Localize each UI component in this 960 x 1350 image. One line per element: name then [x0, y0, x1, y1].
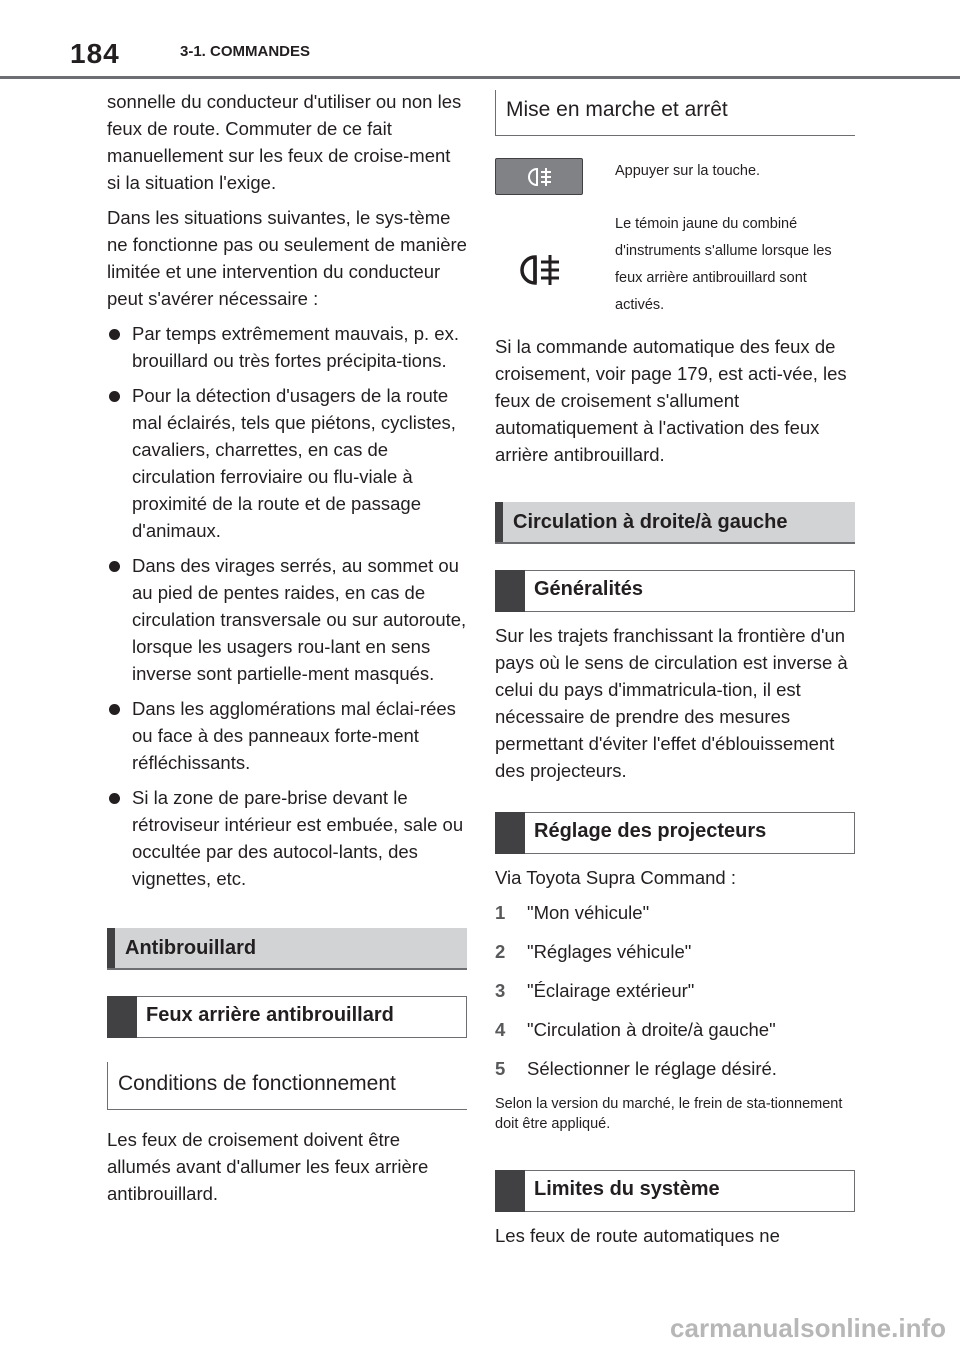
market-note: Selon la version du marché, le frein de sta-tionnement doit être appliqué.	[495, 1096, 843, 1132]
auto-paragraph: Si la commande automatique des feux de croisement, voir page 179, est acti-vée, les feux de croisement s'allument automatiquement à l'activation des feux arrière antibrouillard.	[495, 336, 847, 465]
bullet-icon	[109, 561, 120, 572]
indicator-row	[495, 211, 855, 319]
rear-fog-light-icon	[524, 166, 554, 188]
rear-fog-indicator	[495, 241, 583, 301]
list-item: 2 "Réglages véhicule"	[495, 941, 692, 962]
list-item: 4 "Circulation à droite/à gauche"	[495, 1019, 776, 1040]
list-item: 3 "Éclairage extérieur"	[495, 980, 695, 1001]
indicator-description: Le témoin jaune du combiné d'instruments s'allume lorsque les feux arrière antibrouillard sont activés.	[615, 216, 832, 313]
heading-generalites: Généralités	[495, 570, 855, 612]
page-header	[0, 0, 960, 80]
list-item: Pour la détection d'usagers de la route mal éclairés, tels que piétons, cyclistes, cavaliers, charrettes, en cas de circulation ferroviaire ou flu-viale à proximité de la route et de passage d'animaux.	[107, 382, 467, 544]
heading-circulation: Circulation à droite/à gauche	[495, 502, 855, 544]
left-column	[107, 88, 467, 1215]
key-instruction: Appuyer sur la touche.	[615, 163, 761, 179]
list-item: 5 Sélectionner le réglage désiré.	[495, 1058, 777, 1079]
bullet-icon	[109, 391, 120, 402]
page-number: 184	[70, 38, 120, 69]
list-item: Par temps extrêmement mauvais, p. ex. brouillard ou très fortes précipita-tions.	[107, 320, 467, 374]
bullet-icon	[109, 704, 120, 715]
list-item: Si la zone de pare-brise devant le rétroviseur intérieur est embuée, sale ou occultée par des autocol-lants, des vignettes, etc.	[107, 784, 467, 892]
steps-list	[495, 899, 855, 1082]
generalites-paragraph: Sur les trajets franchissant la frontière d'un pays où le sens de circulation est inverse à celui du pays d'immatricula-tion, il est nécessaire de prendre des mesures permettant d'éviter l'effet d'éblouissement des projecteurs.	[495, 625, 848, 781]
situations-list	[107, 320, 467, 892]
list-item: 1 "Mon véhicule"	[495, 902, 650, 923]
heading-antibrouillard: Antibrouillard	[107, 928, 467, 970]
situations-paragraph: Dans les situations suivantes, le sys-tème ne fonctionne pas ou seulement de manière limitée et une intervention du conducteur peut s'avérer nécessaire :	[107, 207, 467, 309]
conditions-paragraph: Les feux de croisement doivent être allumés avant d'allumer les feux arrière antibrouillard.	[107, 1129, 429, 1204]
header-rule	[0, 76, 960, 79]
heading-conditions: Conditions de fonctionnement	[107, 1062, 467, 1110]
key-row	[495, 158, 855, 195]
rear-fog-light-indicator-icon	[515, 251, 563, 291]
via-paragraph: Via Toyota Supra Command :	[495, 867, 736, 888]
watermark: carmanualsonline.info	[670, 1313, 946, 1343]
heading-feux-arriere: Feux arrière antibrouillard	[107, 996, 467, 1038]
right-column	[495, 90, 855, 1257]
heading-limites: Limites du système	[495, 1170, 855, 1212]
bullet-icon	[109, 793, 120, 804]
section-title: 3-1. COMMANDES	[180, 43, 311, 60]
rear-fog-light-button	[495, 158, 583, 195]
list-item: Dans des virages serrés, au sommet ou au pied de pentes raides, en cas de circulation transversale ou sur autoroute, lorsque les usagers rou-lant en sens inverse sont partielle-ment masqués.	[107, 552, 467, 687]
intro-paragraph: sonnelle du conducteur d'utiliser ou non les feux de route. Commuter de ce fait manuellement sur les feux de croise-ment si la situation l'exige.	[107, 91, 462, 193]
list-item: Dans les agglomérations mal éclai-rées ou face à des panneaux forte-ment réfléchissants.	[107, 695, 467, 776]
limites-paragraph: Les feux de route automatiques ne	[495, 1225, 780, 1246]
bullet-icon	[109, 329, 120, 340]
heading-reglage: Réglage des projecteurs	[495, 812, 855, 854]
heading-mise-en-marche: Mise en marche et arrêt	[495, 90, 855, 136]
